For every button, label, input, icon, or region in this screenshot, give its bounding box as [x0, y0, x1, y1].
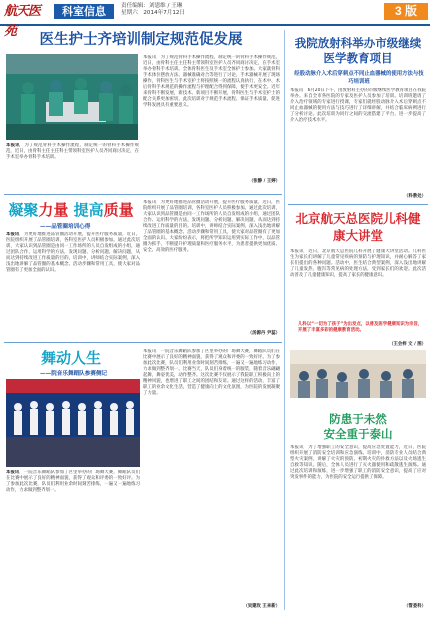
- article2-subtitle: ——品管圈培训心得: [40, 224, 91, 230]
- section-divider: [288, 204, 428, 205]
- article3-signature: （吴建玫 王来新）: [243, 604, 280, 609]
- article5-quote: 儿科以“一切为了孩子”为出发点，以普及医学健康知识为宗旨，开展了丰富多彩的健康教育活动。: [298, 322, 423, 333]
- article5-signature: （王会梓 文 / 图）: [389, 342, 426, 347]
- title-part3: 提高: [73, 201, 104, 219]
- article6-signature: （管委科）: [404, 604, 426, 609]
- article6-title-line1: 防患于未然: [329, 412, 387, 426]
- article2-body: 本报讯 为更好地推进品管圈活动开展，提升医疗服务质量，近日，医院组织开展了品管圈培训，各科室医护人员积极参加。通过此次培训，大家认识到品管圈是由同一工作场所的人员自发组成的小组，通过团队合作、运用科学的方法，发现问题、分析问题、解决问题，从而达到持续改进工作质量的目的。培训中，讲师结合实际案例，深入浅出地讲解了品管圈的基本概念、活动步骤和常用工具，使大家对品管圈有了更加全面的认识。大家纷纷表示，将把所学知识运用到实际工作中，以品管圈为抓手，不断提升护理质量和医疗服务水平，为患者提供更加优质、安全、高效的医疗服务。: [143, 200, 280, 253]
- article4-subtitle: 经股动脉介入术后穿刺点不同止血器械的使用方法与技巧培训班: [294, 71, 424, 85]
- article3-subtitle: ——院音乐舞蹈队参赛侧记: [40, 371, 108, 377]
- section-divider: [4, 342, 282, 343]
- health-lecture-photo: [290, 350, 426, 398]
- article4-signature: （科教处）: [404, 194, 426, 199]
- article4-title: 我院放射科举办市级继续医学教育项目: [294, 36, 422, 65]
- title-part2: 力量: [38, 201, 69, 219]
- section-title: 科室信息: [54, 4, 114, 19]
- article1-title: 医生护士齐培训制定规范促发展: [39, 32, 243, 48]
- article1-body: 本报讯 为了规范骨科手术操作流程，制定统一的骨科手术操作规范，近日，由骨科主任主任科主带领科室医护人员齐同商讨决定，在手术室举办骨科手术培训。全体骨科医生及手术室全体护士参加。大家就骨科手术体位摆放方法、器械准确对合等进行了讨论，手术器械开展了现场操作，骨科医生与手术室护士将按照统一的流程认真执行，在术中、术后骨科手术规范的操作流程与护理配合得到保障，使手术更安全。近年来骨科不断发展，新技术、新项目不断开展，骨科医生与手术室护士的配合关系更加密切，此次培训对于规范手术流程、保证手术质量、促进学科发展具有重要意义。: [143, 55, 280, 108]
- article1-body-left: 本报讯 为了规范骨科手术操作流程，制定统一的骨科手术操作规范，近日，由骨科主任主任科主带领科室医护人员齐同商讨决定，在手术室举办骨科手术培训。: [6, 143, 139, 160]
- dance-team-photo: [6, 379, 140, 467]
- article5-title: 北京航天总医院儿科健康大讲堂: [295, 211, 421, 243]
- article3-body-left: 本报讯 一院音乐舞蹈队参加了区里举办的广场舞大赛，舞蹈队员们在比赛中展示了良好的精神面貌，获得了观众和评委的一致好评。为了参加此次比赛，队员们利用业余时间刻苦排练，一遍又一遍地练习动作，力求做到整齐划一。: [6, 470, 140, 493]
- page-number-badge: 3 版: [384, 3, 428, 20]
- title-part4: 质量: [103, 201, 134, 219]
- date-line: 星期六 2014年7月12日: [121, 10, 186, 16]
- issue-meta: [121, 3, 231, 17]
- article3-title: 舞动人生: [40, 349, 101, 367]
- article4-body: 本报讯 6月20日下午，由放射科主办的市级继续医学教育项目在我院举办。来自全市各医院的专家及医护人员参加了培训。培训班邀请了介入治疗领域的专家进行授课，专家们就经股动脉介入术后穿刺点不同止血器械的使用方法与技巧进行了详细讲解，并结合临床病例进行了分析讨论。此次培训为同行之间的交流搭建了平台，进一步提高了介入治疗技术水平。: [290, 88, 426, 123]
- column-divider: [284, 30, 285, 610]
- article3-body: 本报讯 一院音乐舞蹈队参加了区里举办的广场舞大赛，舞蹈队员们在比赛中展示了良好的精神面貌，获得了观众和评委的一致好评。为了参加此次比赛，队员们利用业余时间刻苦排练，一遍又一遍地练习动作，力求做到整齐划一。比赛当天，队员们身着统一的服装，随着音乐翩翩起舞，舞姿优美，动作整齐。这次比赛不仅展示了我院职工积极向上的精神风貌，也增进了职工之间的团结和友谊。通过这样的活动，丰富了职工的业余文化生活，营造了健康向上的文化氛围，为医院的发展凝聚了力量。: [143, 349, 280, 396]
- section-divider: [4, 194, 282, 195]
- article2-body-left: 本报讯 为更好地推进品管圈活动开展，提升医疗服务质量，近日，医院组织开展了品管圈培训，各科室医护人员积极参加。通过此次培训，大家认识到品管圈是由同一工作场所的人员自发组成的小组，通过团队合作、运用科学的方法，发现问题、分析问题、解决问题，从而达到持续改进工作质量的目的。培训中，讲师结合实际案例，深入浅出地讲解了品管圈的基本概念、活动步骤和常用工具，使大家对品管圈有了更加全面的认识。: [6, 232, 140, 273]
- article6-title-line2: 安全重于泰山: [323, 427, 393, 441]
- article6-title: [290, 412, 426, 442]
- article6-body: 本报讯 为了增强职工的安全意识，提高应急处置能力，近日，医院组织开展了消防安全培训和应急演练。培训中，消防专业人员结合典型火灾案例，讲解了火灾的预防、初期火灾的扑救方法以及火场逃生自救等知识。随后，全体人员进行了灭火器使用和疏散逃生演练。通过此次培训和演练，进一步增强了职工的消防安全意识，提高了应对突发事件的能力，为医院的安全运行提供了保障。: [290, 445, 426, 480]
- article2-title: [6, 200, 136, 220]
- article2-signature: （汤源丹 尹蕊）: [247, 331, 280, 336]
- surgery-training-photo: [6, 54, 138, 140]
- article5-body: 本报讯 近日，北京航天总医院儿科开展了健康大讲堂活动。儿科医生为家长们讲解了儿童常见疾病的预防与护理知识，并耐心解答了家长们提出的各种问题。活动中，医生结合典型案例，深入浅出地讲解了儿童发热、腹泻等常见病的处理方法，受到家长们的欢迎。此次活动普及了儿童健康知识，提高了家长的健康意识。: [290, 249, 426, 278]
- article1-signature: （张静 / 王婷）: [248, 179, 280, 184]
- newspaper-logo: 航天医苑: [4, 4, 41, 39]
- editor-line: 责任编辑：刘恩维 / 王琳: [121, 3, 183, 9]
- title-part1: 凝聚: [8, 201, 39, 219]
